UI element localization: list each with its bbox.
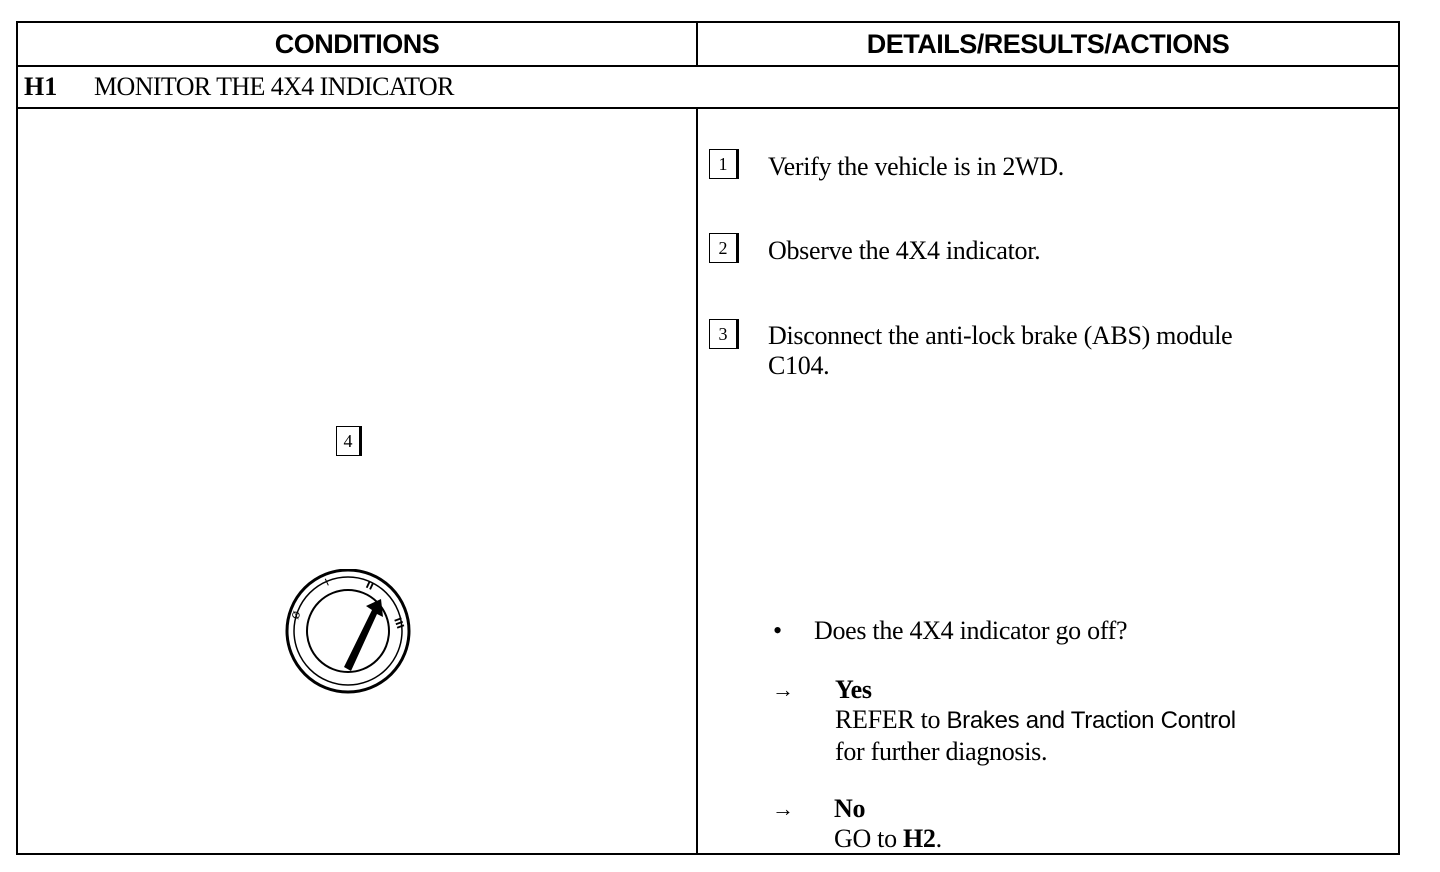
dial-mark-2: II xyxy=(363,579,376,593)
action-number-3: 3 xyxy=(709,319,737,349)
action-text-1: Verify the vehicle is in 2WD. xyxy=(768,152,1064,181)
action-number-2: 2 xyxy=(709,233,737,263)
yes-target-section: Brakes and Traction Control xyxy=(946,707,1236,734)
action-number-1: 1 xyxy=(709,149,737,179)
conditions-header: CONDITIONS xyxy=(18,23,698,65)
no-target-step: H2 xyxy=(902,824,936,853)
action-text-3-line1: Disconnect the anti-lock brake (ABS) module xyxy=(768,321,1233,350)
action-text-2: Observe the 4X4 indicator. xyxy=(768,236,1041,265)
yes-arrow-icon: → xyxy=(772,677,794,702)
details-cell xyxy=(698,109,1398,853)
yes-instruction xyxy=(835,705,1236,736)
no-label: No xyxy=(834,794,866,823)
dial-mark-3: III xyxy=(391,616,406,631)
question-text: Does the 4X4 indicator go off? xyxy=(814,616,1128,645)
no-arrow-icon: → xyxy=(772,796,794,821)
details-header: DETAILS/RESULTS/ACTIONS xyxy=(866,28,1230,59)
diagnostic-table xyxy=(16,21,1400,855)
action-text-3-line2: C104. xyxy=(768,351,830,380)
step-title-row xyxy=(18,67,1398,109)
refer-word: REFER xyxy=(835,705,915,734)
no-period: . xyxy=(935,824,942,853)
yes-label: Yes xyxy=(835,675,872,704)
step-title: MONITOR THE 4X4 INDICATOR xyxy=(94,72,454,101)
to-word: to xyxy=(920,705,941,734)
question-bullet: • xyxy=(773,616,782,645)
table-header xyxy=(18,23,1398,67)
conditions-cell xyxy=(18,109,698,853)
step-id: H1 xyxy=(24,72,58,101)
selector-dial-illustration xyxy=(284,569,444,709)
figure-label-box: 4 xyxy=(336,426,360,456)
no-instruction xyxy=(834,824,942,854)
dial-mark-1: I xyxy=(323,577,331,589)
go-to-text: GO to xyxy=(834,824,897,853)
yes-instruction-line2: for further diagnosis. xyxy=(835,737,1048,766)
dial-mark-0: Ø xyxy=(290,609,304,622)
